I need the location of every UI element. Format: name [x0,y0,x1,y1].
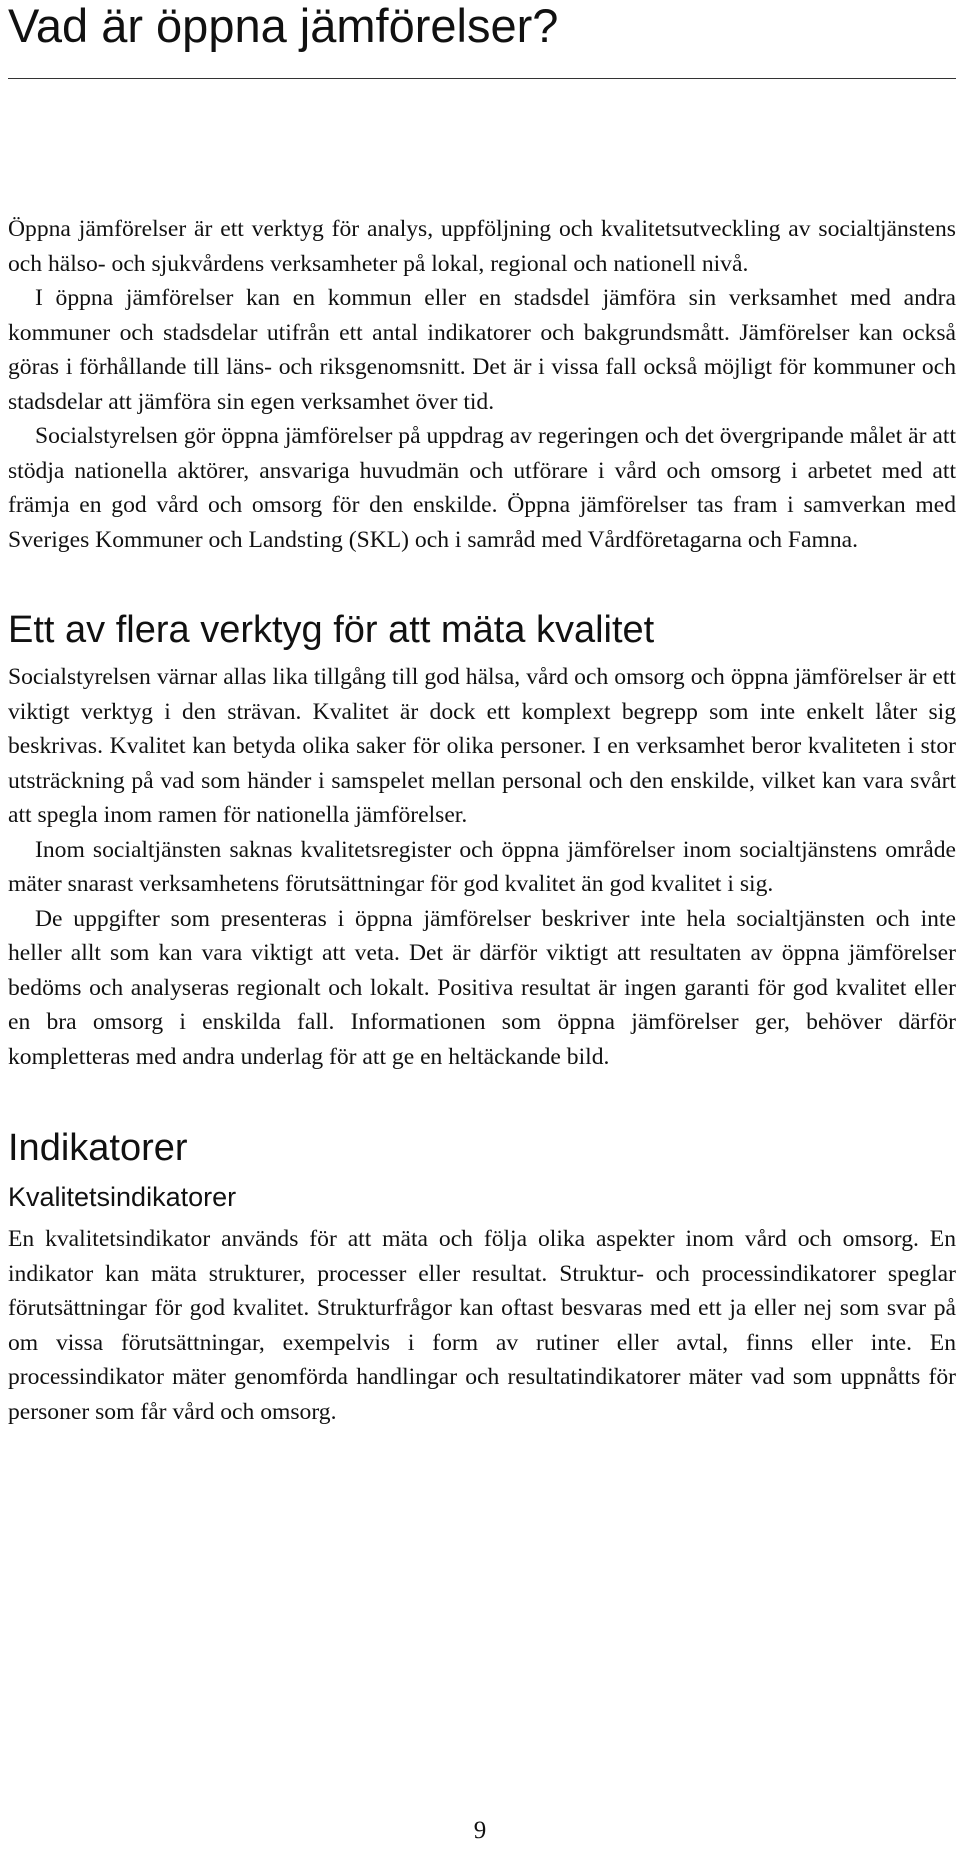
document-page [8,0,956,1429]
quality-paragraph-2: Inom socialtjänsten saknas kvalitetsregister och öppna jämförelser inom socialtjänstens område mäter snarast verksamhetens förutsättningar för god kvalitet än god kvalitet i sig. [8,836,956,897]
section-heading-quality: Ett av flera verktyg för att mäta kvalitet [8,609,655,651]
indicators-section [8,1126,956,1429]
section-heading-indicators: Indikatorer [8,1127,188,1169]
subheading-quality-indicators: Kvalitetsindikatorer [8,1182,237,1212]
intro-section [8,212,956,557]
intro-paragraph-1: Öppna jämförelser är ett verktyg för analys, uppföljning och kvalitetsutveckling av socialtjänstens och hälso- och sjukvårdens verksamheter på lokal, regional och nationell nivå. [8,216,956,277]
page-number: 9 [473,1817,487,1844]
quality-section [8,608,956,1074]
intro-paragraph-3: Socialstyrelsen gör öppna jämförelser på uppdrag av regeringen och det övergripande målet är att stödja nationella aktörer, ansvariga huvudmän och utförare i vård och omsorg i arbetet med att främja en god vård och omsorg för den enskilde. Öppna jämförelser tas fram i samverkan med Sveriges Kommuner och Landsting (SKL) och i samråd med Vårdföretagarna och Famna. [8,423,956,553]
title-divider [8,78,956,79]
quality-paragraph-1: Socialstyrelsen värnar allas lika tillgång till god hälsa, vård och omsorg och öppna jämförelser är ett viktigt verktyg i den strävan. Kvalitet är dock ett komplext begrepp som inte enkelt låter sig beskrivas. Kvalitet kan betyda olika saker för olika personer. I en verksamhet beror kvaliteten i stor utsträckning på vad som händer i samspelet mellan personal och den enskilde, vilket kan vara svårt att spegla inom ramen för nationella jämförelser. [8,664,956,828]
intro-paragraph-2: I öppna jämförelser kan en kommun eller en stadsdel jämföra sin verksamhet med andra kommuner och stadsdelar utifrån ett antal indikatorer och bakgrundsmått. Jämförelser kan också göras i förhållande till läns- och riksgenomsnitt. Det är i vissa fall också möjligt för kommuner och stadsdelar att jämföra sin egen verksamhet över tid. [8,285,956,415]
quality-paragraph-3: De uppgifter som presenteras i öppna jämförelser beskriver inte hela socialtjänsten och inte heller allt som kan vara viktigt att veta. Det är därför viktigt att resultaten av öppna jämförelser bedöms och analyseras regionalt och lokalt. Positiva resultat är ingen garanti för god kvalitet eller en bra omsorg i enskilda fall. Informationen som öppna jämförelser ger, behöver därför kompletteras med andra underlag för att ge en heltäckande bild. [8,905,956,1070]
page-title: Vad är öppna jämförelser? [8,0,559,52]
indicators-paragraph-1: En kvalitetsindikator används för att mäta och följa olika aspekter inom vård och omsorg. En indikator kan mäta strukturer, processer eller resultat. Struktur- och processindikatorer speglar förutsättningar för god kvalitet. Strukturfrågor kan oftast besvaras med ett ja eller nej som svar på om vissa förutsättningar, exempelvis i form av rutiner eller avtal, finns eller inte. En processindikator mäter genomförda handlingar och resultatindikatorer mäter vad som uppnåtts för personer som får vård och omsorg. [8,1226,956,1425]
